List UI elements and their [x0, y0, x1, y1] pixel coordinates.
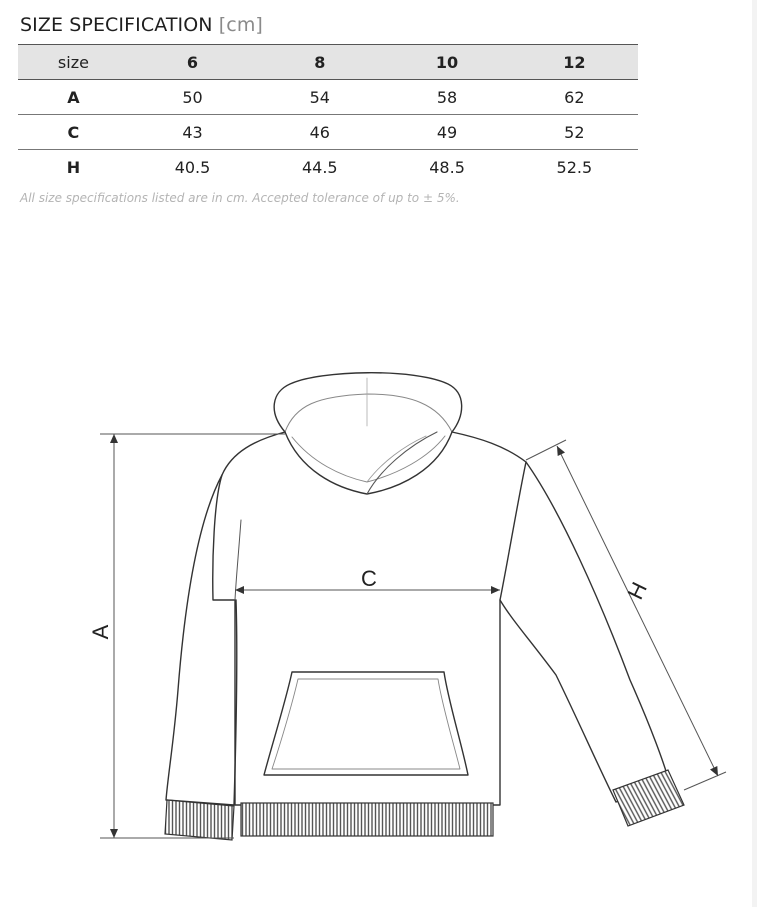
table-cell: 50	[129, 80, 256, 115]
tolerance-note: All size specifications listed are in cm. Accepted tolerance of up to ± 5%.	[20, 191, 460, 205]
row-label: A	[18, 80, 129, 115]
column-header: 6	[129, 45, 256, 80]
column-header: size	[18, 45, 129, 80]
table-cell: 49	[383, 115, 510, 150]
column-header: 8	[256, 45, 383, 80]
table-cell: 62	[511, 80, 638, 115]
right-sleeve	[500, 462, 670, 802]
table-cell: 58	[383, 80, 510, 115]
table-cell: 48.5	[429, 157, 465, 177]
table-cell: 52.5	[556, 157, 593, 177]
table-cell: 54	[256, 80, 383, 115]
table-cell: 43	[129, 115, 256, 150]
hem-rib	[241, 803, 493, 836]
title-text: SIZE SPECIFICATION	[20, 14, 213, 36]
row-label: H	[66, 157, 81, 177]
left-cuff-rib	[165, 800, 234, 840]
table-cell: 46	[256, 115, 383, 150]
table-cell: 40.5	[174, 157, 211, 177]
dimension-label-h: H	[622, 578, 652, 604]
left-sleeve	[166, 475, 237, 805]
body-outline	[213, 432, 526, 805]
hood-outline	[274, 373, 461, 432]
column-header: 12	[511, 45, 638, 80]
column-header: 10	[383, 45, 510, 80]
table-cell: 52	[511, 115, 638, 150]
right-cuff-rib	[613, 770, 684, 826]
kangaroo-pocket	[264, 672, 468, 775]
row-label: C	[18, 115, 129, 150]
neckline	[285, 432, 452, 494]
dimension-label-c: C	[361, 566, 377, 591]
dimension-label-a: A	[88, 624, 113, 640]
table-cell: 44.5	[301, 157, 338, 177]
title-unit: [cm]	[218, 14, 263, 36]
hood-rim	[285, 394, 452, 432]
